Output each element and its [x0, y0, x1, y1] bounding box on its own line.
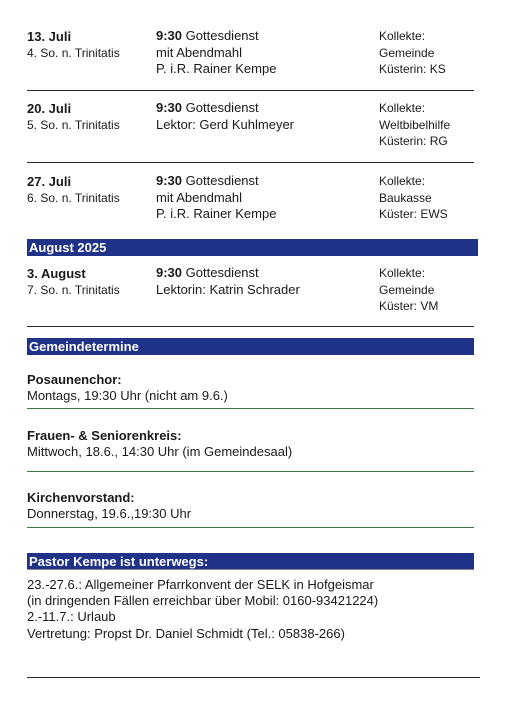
service-date-column: [27, 173, 152, 206]
event-title: Frauen- & Seniorenkreis:: [27, 428, 182, 443]
divider: [27, 527, 474, 528]
service-date-column: [27, 28, 152, 61]
service-line: P. i.R. Rainer Kempe: [156, 206, 277, 221]
service-sunday: 6. So. n. Trinitatis: [27, 191, 120, 205]
pastor-line: 2.-11.7.: Urlaub: [27, 609, 116, 625]
service-details: [156, 28, 376, 78]
collection-line: Gemeinde: [379, 282, 435, 297]
pastor-line: 23.-27.6.: Allgemeiner Pfarrkonvent der SELK in Hofgeismar: [27, 577, 374, 592]
collection-details: [379, 265, 479, 315]
service-line: Gottesdienst: [185, 28, 259, 43]
service-line: P. i.R. Rainer Kempe: [156, 61, 277, 76]
divider: [27, 408, 474, 409]
divider: [27, 162, 474, 163]
collection-line: Weltbibelhilfe: [379, 117, 451, 132]
divider: [27, 326, 474, 327]
pastor-line: (in dringenden Fällen erreichbar über Mobil: 0160-93421224): [27, 593, 379, 609]
service-sunday: 5. So. n. Trinitatis: [27, 118, 120, 132]
service-line: Gottesdienst: [185, 173, 259, 188]
event-title: Posaunenchor:: [27, 372, 122, 387]
pastor-travel-info: [27, 577, 487, 642]
service-line: Lektorin: Katrin Schrader: [156, 281, 300, 297]
pastor-line: Vertretung: Propst Dr. Daniel Schmidt (Tel.: 05838-266): [27, 625, 345, 641]
collection-line: Kollekte:: [379, 29, 426, 43]
collection-line: Kollekte:: [379, 101, 426, 115]
service-line: mit Abendmahl: [156, 189, 242, 205]
event-item: [27, 371, 475, 404]
collection-line: Küsterin: KS: [379, 62, 446, 76]
collection-line: Kollekte:: [379, 266, 426, 280]
collection-line: Küsterin: RG: [379, 134, 448, 148]
service-time: 9:30: [156, 173, 183, 188]
event-item: [27, 489, 475, 522]
service-date: 27. Juli: [27, 174, 72, 189]
service-time: 9:30: [156, 100, 183, 115]
event-item: [27, 427, 475, 460]
service-line: Gottesdienst: [185, 100, 259, 115]
service-date: 3. August: [27, 266, 86, 281]
service-line: mit Abendmahl: [156, 44, 242, 60]
service-date-column: [27, 265, 152, 298]
service-date: 13. Juli: [27, 29, 72, 44]
service-line: Gottesdienst: [185, 265, 259, 280]
service-sunday: 4. So. n. Trinitatis: [27, 46, 120, 60]
collection-line: Baukasse: [379, 190, 432, 205]
service-details: [156, 100, 376, 133]
month-header: August 2025: [27, 239, 478, 256]
section-header-pastor: Pastor Kempe ist unterwegs:: [27, 553, 474, 570]
divider: [27, 471, 474, 472]
service-details: [156, 265, 376, 298]
collection-line: Gemeinde: [379, 45, 435, 60]
event-title: Kirchenvorstand:: [27, 490, 135, 505]
collection-details: [379, 28, 479, 78]
service-line: Lektor: Gerd Kuhlmeyer: [156, 116, 295, 132]
event-text: Montags, 19:30 Uhr (nicht am 9.6.): [27, 388, 228, 403]
collection-details: [379, 173, 479, 223]
collection-line: Küster: VM: [379, 299, 439, 313]
divider: [27, 90, 474, 91]
collection-line: Kollekte:: [379, 174, 426, 188]
service-sunday: 7. So. n. Trinitatis: [27, 283, 120, 297]
collection-line: Küster: EWS: [379, 207, 448, 221]
service-date: 20. Juli: [27, 101, 72, 116]
section-header-gemeindetermine: Gemeindetermine: [27, 338, 474, 355]
service-time: 9:30: [156, 28, 183, 43]
service-date-column: [27, 100, 152, 133]
service-details: [156, 173, 376, 223]
service-time: 9:30: [156, 265, 183, 280]
divider: [27, 677, 480, 678]
event-text: Mittwoch, 18.6., 14:30 Uhr (im Gemeindesaal): [27, 444, 293, 459]
collection-details: [379, 100, 479, 150]
event-text: Donnerstag, 19.6.,19:30 Uhr: [27, 506, 192, 521]
